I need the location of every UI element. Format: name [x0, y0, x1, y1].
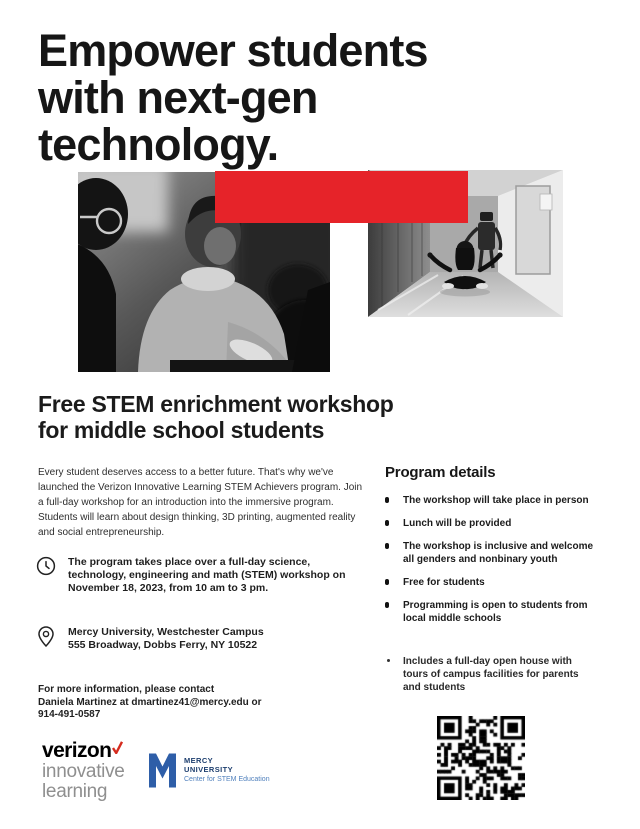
bullet-marker [385, 602, 389, 608]
bullet-text: Programming is open to students from local middle schools [403, 600, 588, 624]
list-item [385, 494, 599, 507]
red-accent-bar [215, 171, 468, 223]
intro-paragraph: Every student deserves access to a better future. That's why we've launched the Verizon Innovative Learning STEM Achievers program. Join a full-day workshop for an introduction into the immersive program. Students will learn about design thinking, 3D printing, augmented reality and social entrepreneurship. [38, 467, 363, 538]
clock-icon [36, 556, 56, 595]
title-line-1: Empower students [38, 25, 428, 76]
title-line-3: technology. [38, 119, 279, 170]
mercy-name-line-1: MERCY [184, 756, 214, 765]
location-line-1: Mercy University, Westchester Campus [68, 626, 264, 638]
verizon-sub-line-1: innovative [42, 761, 125, 782]
location-pin-icon [38, 626, 54, 652]
verizon-wordmark-row [42, 740, 125, 762]
list-item [385, 517, 599, 530]
mercy-tagline: Center for STEM Education [184, 776, 270, 783]
mercy-name-line-2: UNIVERSITY [184, 764, 234, 774]
mercy-monogram-icon [149, 753, 176, 793]
bullet-marker [387, 659, 390, 662]
location-text [68, 626, 352, 652]
bullet-text: Lunch will be provided [403, 518, 512, 529]
bullet-text: The workshop is inclusive and welcome all genders and nonbinary youth [403, 541, 594, 565]
bullet-marker [385, 520, 389, 526]
program-details-heading: Program details [385, 464, 496, 481]
subtitle-line-1: Free STEM enrichment workshop [38, 391, 394, 417]
location-info [38, 626, 352, 652]
schedule-info [36, 556, 352, 595]
page-title [38, 27, 428, 168]
bullet-text: The workshop will take place in person [403, 495, 589, 506]
verizon-wordmark: verizon [42, 739, 112, 762]
schedule-text: The program takes place over a full-day science, technology, engineering and math (STEM) workshop on November 18, 2023, from 10 am to 3 pm. [68, 556, 346, 594]
contact-line-1: For more information, please contact [38, 684, 215, 695]
bullet-marker [385, 579, 389, 585]
verizon-innovative-learning-logo [42, 740, 125, 802]
subtitle-line-2: for middle school students [38, 417, 325, 443]
program-details-list [385, 494, 599, 635]
verizon-sub-line-2: learning [42, 781, 108, 802]
list-item [385, 576, 599, 589]
title-line-2: with next-gen [38, 72, 318, 123]
bullet-marker [385, 543, 389, 549]
mercy-university-logo [149, 753, 270, 793]
list-item [385, 599, 599, 625]
location-line-2: 555 Broadway, Dobbs Ferry, NY 10522 [68, 639, 258, 651]
contact-line-2: Daniela Martinez at dmartinez41@mercy.edu or [38, 696, 262, 708]
contact-line-3: 914-491-0587 [38, 709, 101, 720]
bullet-marker [385, 497, 389, 503]
section-heading [38, 391, 394, 443]
red-checkmark-icon [112, 741, 123, 759]
open-house-note [387, 655, 585, 694]
list-item [385, 540, 599, 566]
open-house-text: Includes a full-day open house with tours of campus facilities for parents and students [403, 656, 579, 693]
contact-block [38, 684, 262, 722]
bullet-text: Free for students [403, 577, 485, 588]
mercy-logo-text [184, 753, 270, 793]
qr-code [437, 716, 525, 800]
